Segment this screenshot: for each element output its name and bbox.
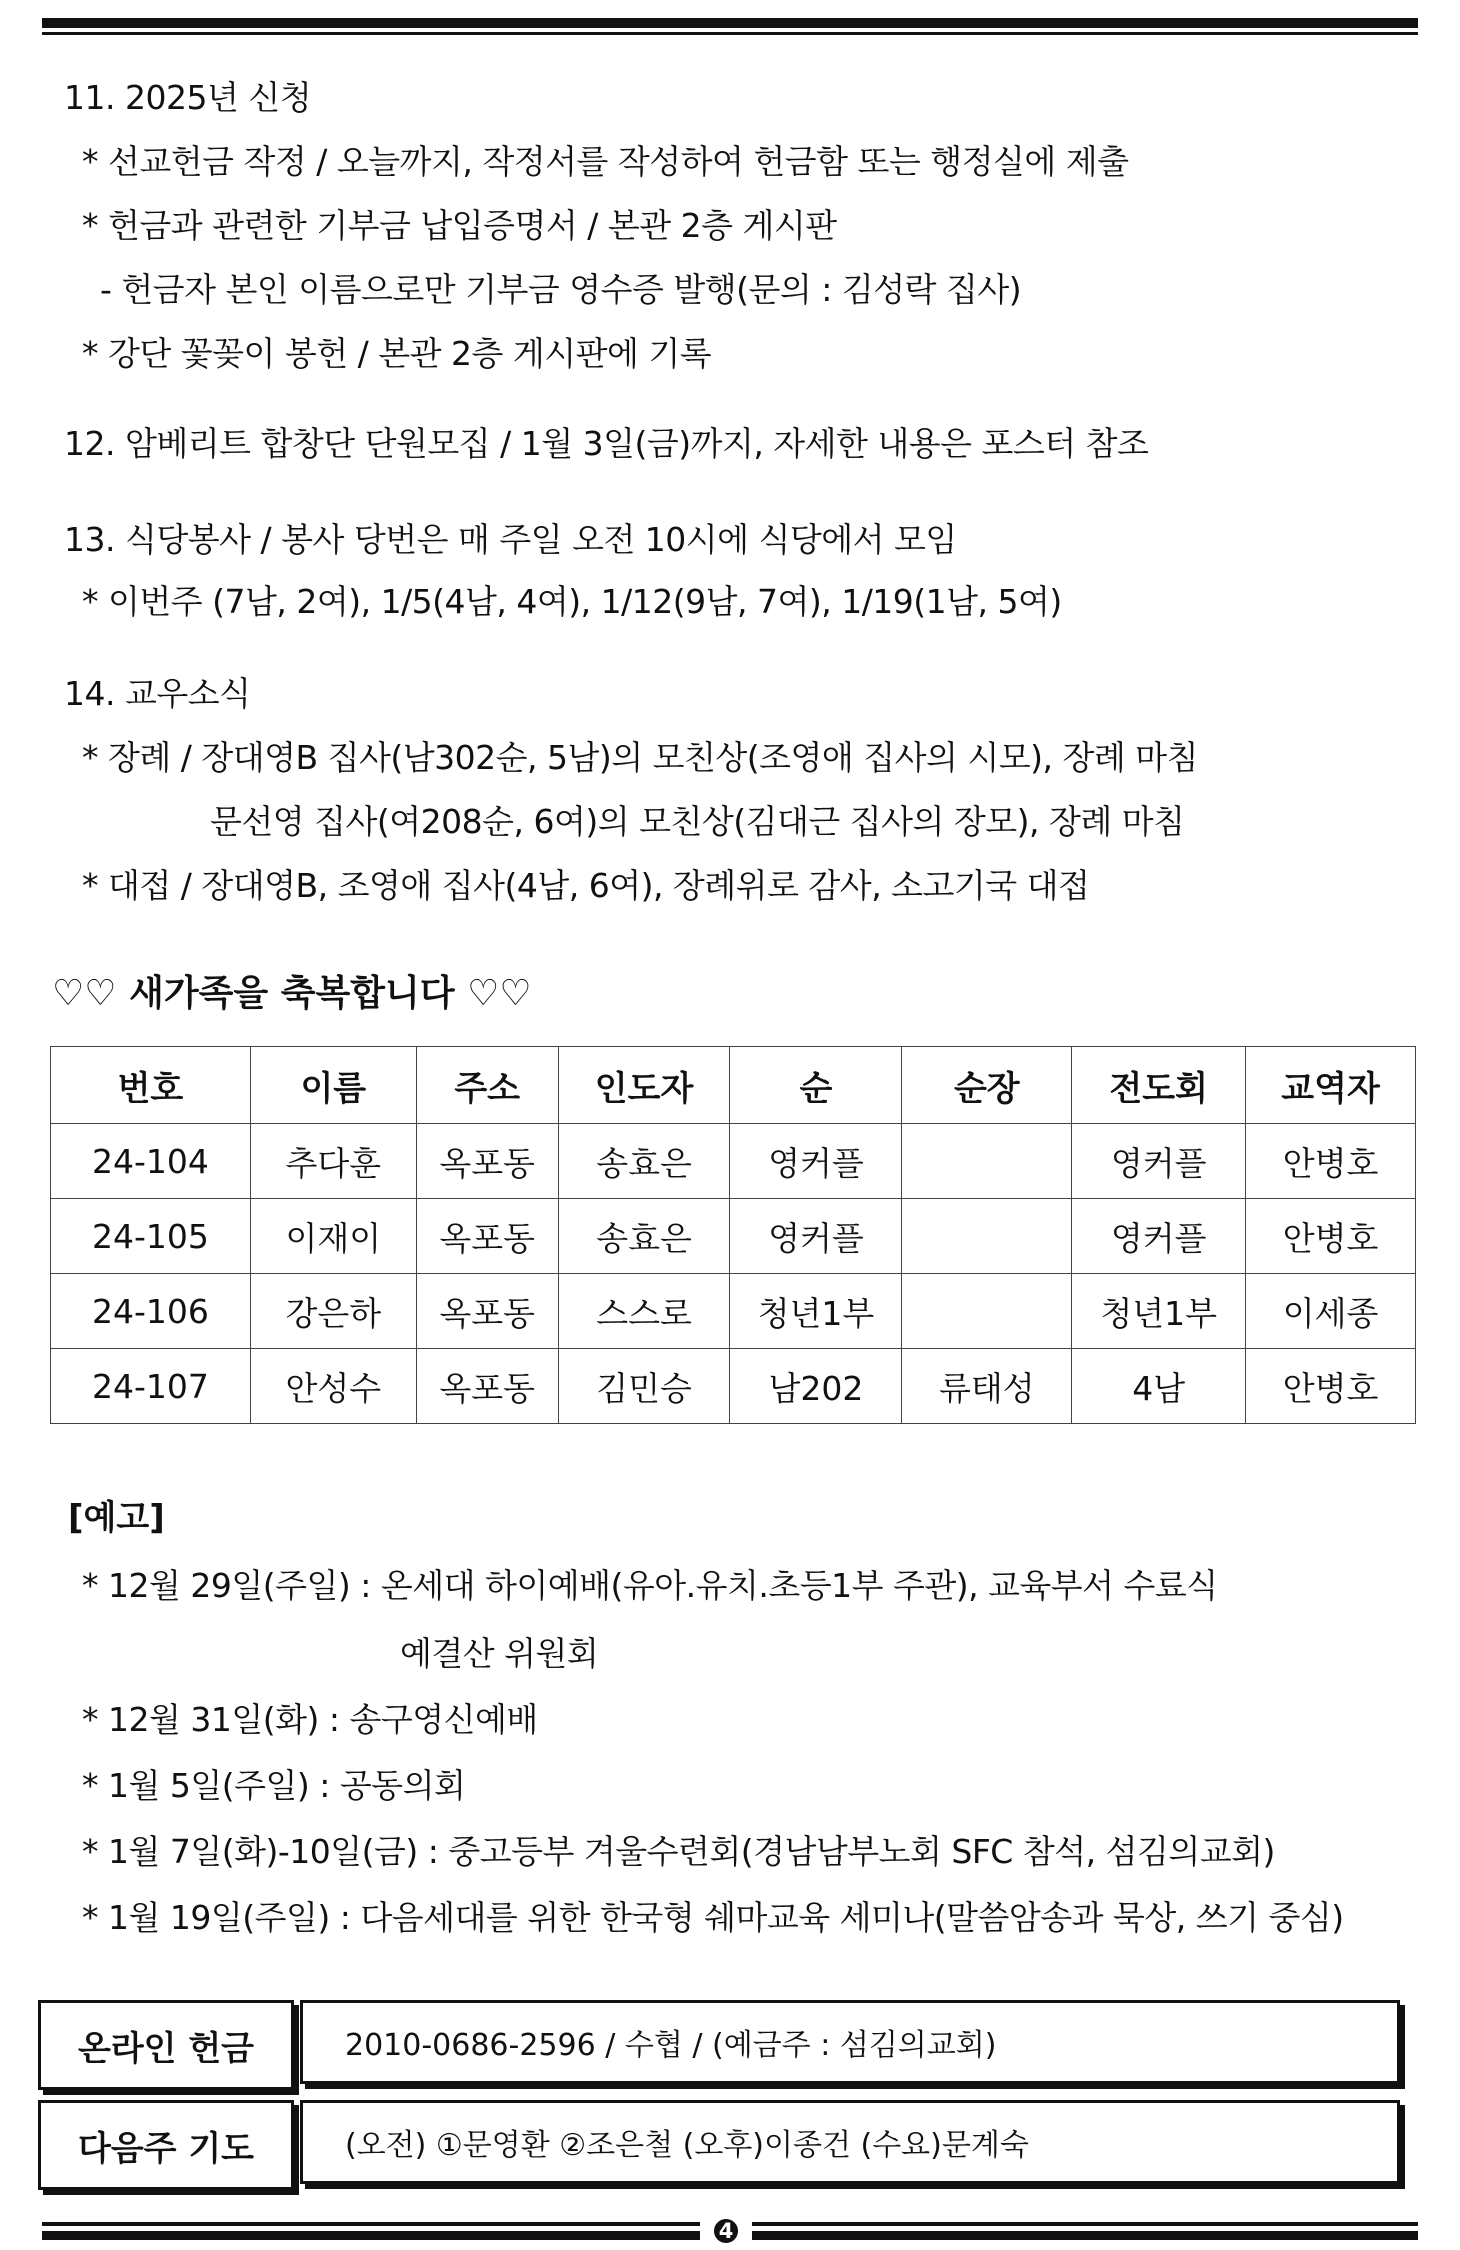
table-cell: 24-106: [51, 1274, 251, 1349]
next-week-prayer-list: (오전) ①문영환 ②조은철 (오후)이종건 (수요)문계숙: [300, 2100, 1400, 2184]
table-cell: 영커플: [730, 1124, 902, 1199]
header-pastor: 교역자: [1246, 1047, 1416, 1124]
new-family-table: [50, 1046, 1416, 1424]
new-family-title: ♡♡ 새가족을 축복합니다 ♡♡: [52, 973, 532, 1014]
table-cell: [902, 1274, 1072, 1349]
notice-item: * 1월 19일(주일) : 다음세대를 위한 한국형 쉐마교육 세미나(말씀암송과 묵상, 쓰기 중심): [82, 1898, 1344, 1937]
top-rule-thick: [42, 18, 1418, 28]
notice-item: 예결산 위원회: [400, 1634, 599, 1673]
table-cell: 24-104: [51, 1124, 251, 1199]
table-cell: 강은하: [250, 1274, 416, 1349]
section-13-heading: 13. 식당봉사 / 봉사 당번은 매 주일 오전 10시에 식당에서 모임: [64, 520, 957, 559]
table-cell: 4남: [1072, 1349, 1246, 1424]
table-row: [51, 1349, 1416, 1424]
table-cell: 남202: [730, 1349, 902, 1424]
table-cell: 옥포동: [416, 1199, 558, 1274]
header-address: 주소: [416, 1047, 558, 1124]
table-cell: 안병호: [1246, 1199, 1416, 1274]
section-14-heading: 14. 교우소식: [64, 674, 251, 713]
table-cell: 청년1부: [1072, 1274, 1246, 1349]
online-offering-label: 온라인 헌금: [38, 2000, 294, 2090]
online-offering-account: 2010-0686-2596 / 수협 / (예금주 : 섬김의교회): [300, 2000, 1400, 2084]
section-14-item: * 장례 / 장대영B 집사(남302순, 5남)의 모친상(조영애 집사의 시모), 장례 마침: [82, 738, 1198, 777]
table-cell: 영커플: [1072, 1124, 1246, 1199]
table-cell: 옥포동: [416, 1274, 558, 1349]
table-cell: 영커플: [730, 1199, 902, 1274]
table-cell: 송효은: [558, 1124, 730, 1199]
next-week-prayer-label: 다음주 기도: [38, 2100, 294, 2190]
section-11-item: * 선교헌금 작정 / 오늘까지, 작정서를 작성하여 헌금함 또는 행정실에 제출: [82, 142, 1129, 181]
table-cell: 안성수: [250, 1349, 416, 1424]
section-11-heading: 11. 2025년 신청: [64, 78, 312, 117]
section-14-item: 문선영 집사(여208순, 6여)의 모친상(김대근 집사의 장모), 장례 마침: [210, 802, 1185, 841]
table-cell: [902, 1199, 1072, 1274]
table-header-row: [51, 1047, 1416, 1124]
table-cell: 추다훈: [250, 1124, 416, 1199]
table-cell: 안병호: [1246, 1349, 1416, 1424]
table-cell: [902, 1124, 1072, 1199]
notice-item: * 1월 5일(주일) : 공동의회: [82, 1766, 466, 1805]
table-cell: 류태성: [902, 1349, 1072, 1424]
table-cell: 청년1부: [730, 1274, 902, 1349]
table-cell: 옥포동: [416, 1124, 558, 1199]
header-group-leader: 순장: [902, 1047, 1072, 1124]
table-cell: 이재이: [250, 1199, 416, 1274]
header-mission-society: 전도회: [1072, 1047, 1246, 1124]
top-rule-thin: [42, 32, 1418, 35]
table-row: [51, 1199, 1416, 1274]
section-13-item: * 이번주 (7남, 2여), 1/5(4남, 4여), 1/12(9남, 7여), 1/19(1남, 5여): [82, 582, 1062, 621]
notice-title: [예고]: [68, 1498, 165, 1538]
header-number: 번호: [51, 1047, 251, 1124]
header-name: 이름: [250, 1047, 416, 1124]
table-row: [51, 1274, 1416, 1349]
table-cell: 24-105: [51, 1199, 251, 1274]
notice-item: * 1월 7일(화)-10일(금) : 중고등부 겨울수련회(경남남부노회 SFC 참석, 섬김의교회): [82, 1832, 1275, 1871]
page-number-badge: 4: [711, 2216, 741, 2246]
section-11-item: * 강단 꽃꽂이 봉헌 / 본관 2층 게시판에 기록: [82, 334, 712, 373]
table-cell: 스스로: [558, 1274, 730, 1349]
section-12-heading: 12. 암베리트 합창단 단원모집 / 1월 3일(금)까지, 자세한 내용은 포스터 참조: [64, 424, 1149, 463]
table-cell: 옥포동: [416, 1349, 558, 1424]
section-11-item: * 헌금과 관련한 기부금 납입증명서 / 본관 2층 게시판: [82, 206, 837, 245]
table-cell: 이세종: [1246, 1274, 1416, 1349]
table-cell: 영커플: [1072, 1199, 1246, 1274]
section-11-item: - 헌금자 본인 이름으로만 기부금 영수증 발행(문의 : 김성락 집사): [100, 270, 1022, 309]
table-row: [51, 1124, 1416, 1199]
table-cell: 김민승: [558, 1349, 730, 1424]
notice-item: * 12월 29일(주일) : 온세대 하이예배(유아.유치.초등1부 주관), 교육부서 수료식: [82, 1566, 1218, 1605]
header-group: 순: [730, 1047, 902, 1124]
table-cell: 안병호: [1246, 1124, 1416, 1199]
section-14-item: * 대접 / 장대영B, 조영애 집사(4남, 6여), 장례위로 감사, 소고기국 대접: [82, 866, 1090, 905]
header-guide: 인도자: [558, 1047, 730, 1124]
table-cell: 송효은: [558, 1199, 730, 1274]
notice-item: * 12월 31일(화) : 송구영신예배: [82, 1700, 538, 1739]
table-cell: 24-107: [51, 1349, 251, 1424]
